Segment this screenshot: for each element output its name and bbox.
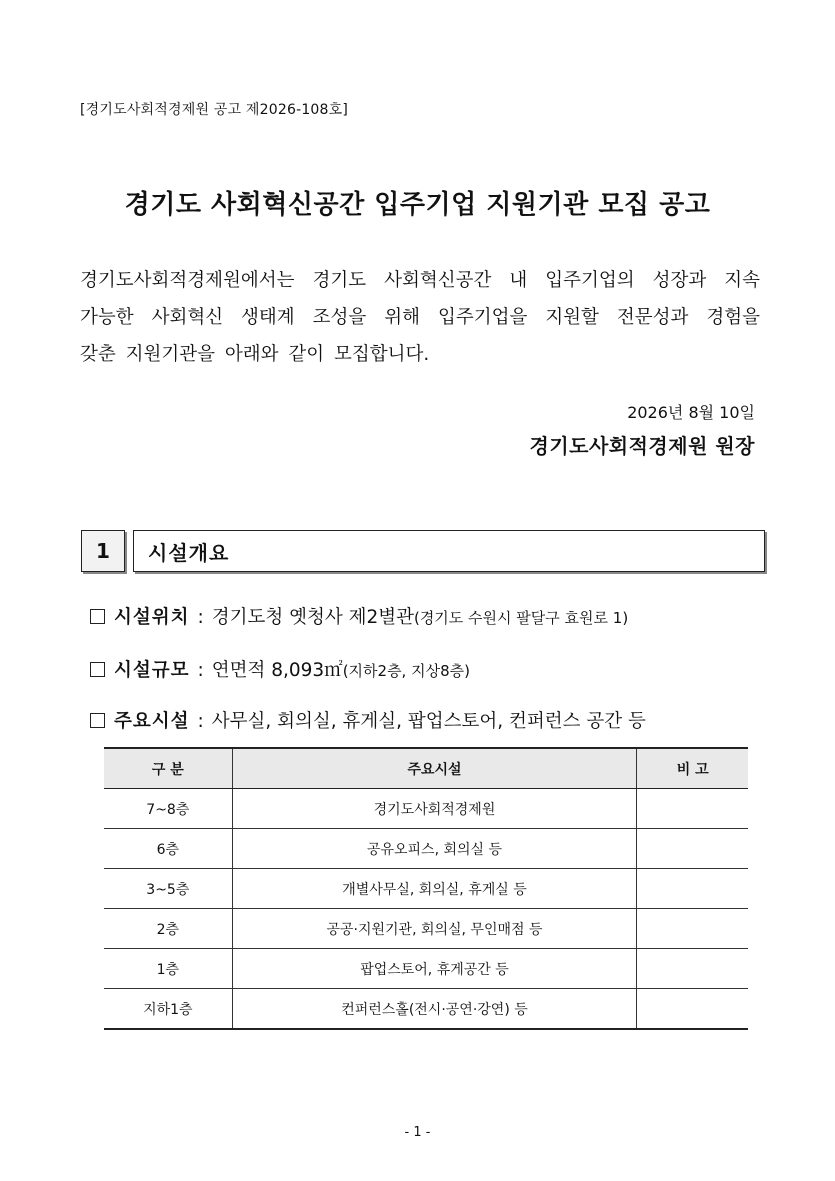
- page-title: 경기도 사회혁신공간 입주기업 지원기관 모집 공고: [124, 190, 711, 220]
- table-row: [104, 909, 748, 949]
- table-row: [104, 789, 748, 829]
- table-cell: [637, 869, 748, 909]
- item-label: 시설규모: [114, 660, 190, 681]
- item-scale: 시설규모 : 연면적 8,093㎡(지하2층, 지상8층): [90, 656, 470, 682]
- checkbox-square-icon: [90, 662, 105, 677]
- item-label: 주요시설: [114, 711, 190, 732]
- table-cell: 2층: [104, 909, 232, 949]
- intro-line: 경기도사회적경제원에서는 경기도 사회혁신공간 내 입주기업의 성장과 지속: [80, 270, 760, 291]
- intro-paragraph: [80, 262, 760, 373]
- table-cell: [637, 789, 748, 829]
- table-header: 주요시설: [232, 748, 637, 789]
- table-cell: 공유오피스, 회의실 등: [232, 829, 637, 869]
- item-label: 시설위치: [114, 607, 190, 628]
- item-value: 사무실, 회의실, 휴게실, 팝업스토어, 컨퍼런스 공간 등: [211, 711, 646, 732]
- intro-line: 갖춘 지원기관을 아래와 같이 모집합니다.: [80, 344, 430, 365]
- section-number: 1: [81, 530, 125, 572]
- table-cell: 개별사무실, 회의실, 휴게실 등: [232, 869, 637, 909]
- checkbox-square-icon: [90, 609, 105, 624]
- item-facilities: 주요시설 : 사무실, 회의실, 휴게실, 팝업스토어, 컨퍼런스 공간 등: [90, 707, 646, 733]
- table-cell: 경기도사회적경제원: [232, 789, 637, 829]
- table-header: 구 분: [104, 748, 232, 789]
- item-value: 경기도청 옛청사 제2별관: [211, 607, 414, 628]
- table-cell: 지하1층: [104, 989, 232, 1030]
- intro-line: 가능한 사회혁신 생태계 조성을 위해 입주기업을 지원할 전문성과 경험을: [80, 307, 760, 328]
- table-cell: [637, 829, 748, 869]
- checkbox-square-icon: [90, 713, 105, 728]
- table-cell: [637, 909, 748, 949]
- table-cell: 팝업스토어, 휴게공간 등: [232, 949, 637, 989]
- notice-date: 2026년 8월 10일: [627, 403, 755, 422]
- item-value: 연면적 8,093㎡: [211, 660, 343, 681]
- table-cell: [637, 989, 748, 1030]
- page-number: - 1 -: [404, 1125, 431, 1140]
- table-cell: [637, 949, 748, 989]
- item-note: (경기도 수원시 팔달구 효원로 1): [413, 609, 629, 627]
- table-row: [104, 869, 748, 909]
- table-cell: 컨퍼런스홀(전시·공연·강연) 등: [232, 989, 637, 1030]
- notice-number: [경기도사회적경제원 공고 제2026-108호]: [80, 102, 349, 118]
- facility-table: [104, 747, 748, 1030]
- table-cell: 6층: [104, 829, 232, 869]
- table-cell: 7~8층: [104, 789, 232, 829]
- item-location: 시설위치 : 경기도청 옛청사 제2별관(경기도 수원시 팔달구 효원로 1): [90, 603, 628, 629]
- item-note: (지하2층, 지상8층): [342, 662, 470, 680]
- table-header: 비 고: [637, 748, 748, 789]
- table-cell: 공공·지원기관, 회의실, 무인매점 등: [232, 909, 637, 949]
- table-header-row: [104, 748, 748, 789]
- issuer: 경기도사회적경제원 원장: [529, 434, 755, 458]
- table-row: [104, 989, 748, 1030]
- table-row: [104, 829, 748, 869]
- table-row: [104, 949, 748, 989]
- section-title: 시설개요: [133, 530, 765, 572]
- table-cell: 1층: [104, 949, 232, 989]
- table-cell: 3~5층: [104, 869, 232, 909]
